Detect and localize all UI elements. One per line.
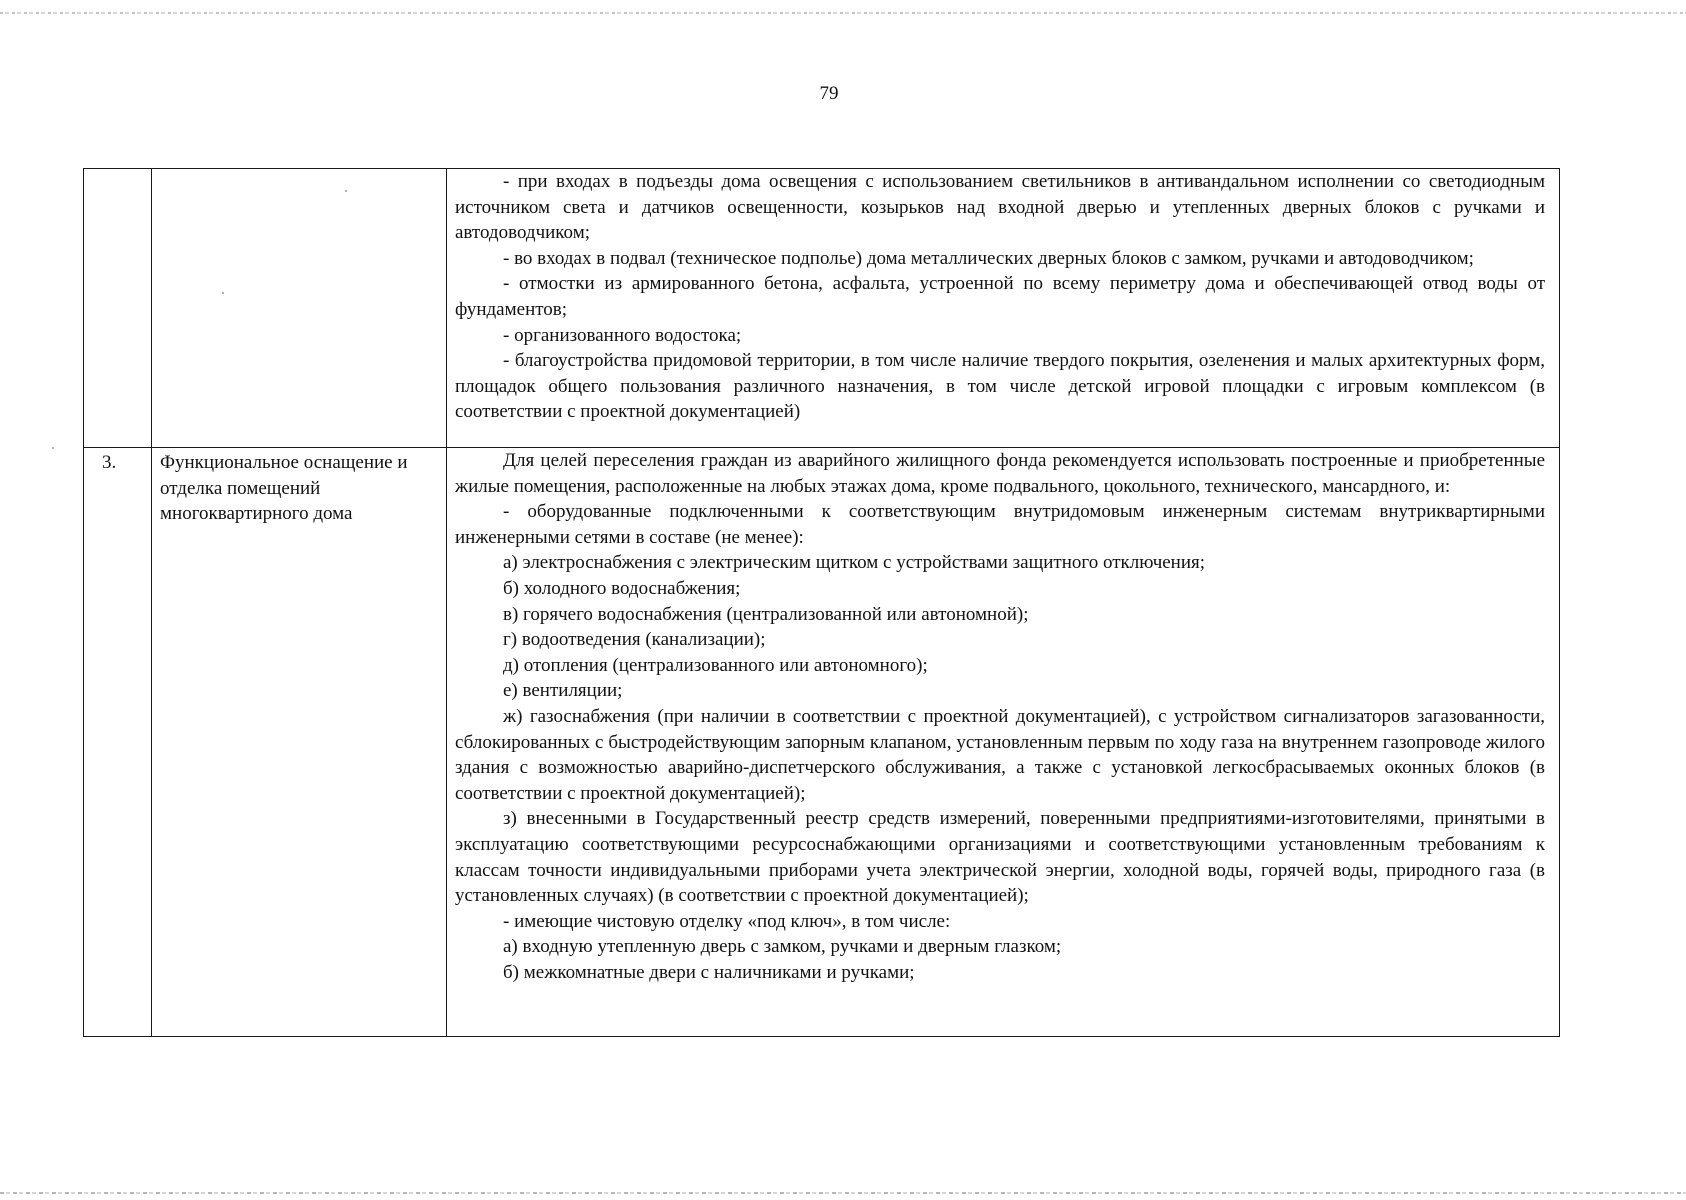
paragraph: - отмостки из армированного бетона, асфальта, устроенной по всему периметру дома и обеспечивающей отвод воды от фундаментов; xyxy=(455,273,1545,320)
paragraph: - при входах в подъезды дома освещения с использованием светильников в антивандальном исполнении со светодиодным источником света и датчиков освещенности, козырьков над входной дверью и утепленных дверных блоков с ручками и автодоводчиком; xyxy=(455,171,1545,244)
paragraph: г) водоотведения (канализации); xyxy=(503,629,766,651)
paragraph: д) отопления (централизованного или автономного); xyxy=(503,654,928,676)
page-number: 79 xyxy=(819,83,839,104)
paragraph: - организованного водостока; xyxy=(503,324,742,346)
row-text-cell xyxy=(447,448,1560,1037)
table-row xyxy=(84,169,1560,448)
paragraph: - оборудованные подключенными к соответствующим внутридомовым инженерным системам внутриквартирными инженерными сетями в составе (не менее): xyxy=(455,501,1545,548)
paragraph: з) внесенными в Государственный реестр средств измерений, поверенными предприятиями-изготовителями, принятыми в эксплуатацию соответствующими ресурсоснабжающими организациями и соответствующими установленным требованиям к классам точности индивидуальными приборами учета электрической энергии, холодной воды, горячей воды, природного газа (в установленных случаях) (в соответствии с проектной документацией); xyxy=(455,808,1545,907)
row-number-cell xyxy=(84,169,152,448)
paragraph: - имеющие чистовую отделку «под ключ», в том числе: xyxy=(503,910,951,932)
scan-speck xyxy=(345,190,347,192)
row-text-cell xyxy=(447,169,1560,448)
row-number-cell: 3. xyxy=(84,448,152,1037)
requirements-table xyxy=(83,168,1560,1037)
row-name-cell: Функциональное оснащение и отделка помещений многоквартирного дома xyxy=(152,448,447,1037)
paragraph: - во входах в подвал (техническое подполье) дома металлических дверных блоков с замком, ручками и автодоводчиком; xyxy=(503,247,1474,269)
table-row xyxy=(84,448,1560,1037)
paragraph: б) холодного водоснабжения; xyxy=(503,577,741,599)
row-name-cell xyxy=(152,169,447,448)
paragraph: Для целей переселения граждан из аварийного жилищного фонда рекомендуется использовать построенные и приобретенные жилые помещения, расположенные на любых этажах дома, кроме подвального, цокольного, технического, мансардного, и: xyxy=(455,450,1545,497)
paragraph: а) входную утепленную дверь с замком, ручками и дверным глазком; xyxy=(503,936,1062,958)
paragraph: б) межкомнатные двери с наличниками и ручками; xyxy=(503,961,915,983)
paragraph: в) горячего водоснабжения (централизованной или автономной); xyxy=(503,603,1029,625)
paragraph: ж) газоснабжения (при наличии в соответствии с проектной документацией), с устройством сигнализаторов загазованности, сблокированных с быстродействующим запорным клапаном, установленным первым по ходу газа на внутреннем газопроводе жилого здания с возможностью аварийно-диспетчерского обслуживания, а также с установкой легкосбрасываемых оконных блоков (в соответствии с проектной документацией); xyxy=(455,705,1545,804)
scan-edge-top xyxy=(0,12,1686,14)
paragraph: а) электроснабжения с электрическим щитком с устройствами защитного отключения; xyxy=(503,552,1206,574)
paragraph: е) вентиляции; xyxy=(503,680,623,702)
scan-edge-bottom xyxy=(0,1192,1686,1194)
scan-speck xyxy=(52,447,54,449)
paragraph: - благоустройства придомовой территории, в том числе наличие твердого покрытия, озеленения и малых архитектурных форм, площадок общего пользования различного назначения, в том числе детской игровой площадки с игровым комплексом (в соответствии с проектной документацией) xyxy=(455,350,1545,423)
scan-speck xyxy=(222,292,224,294)
